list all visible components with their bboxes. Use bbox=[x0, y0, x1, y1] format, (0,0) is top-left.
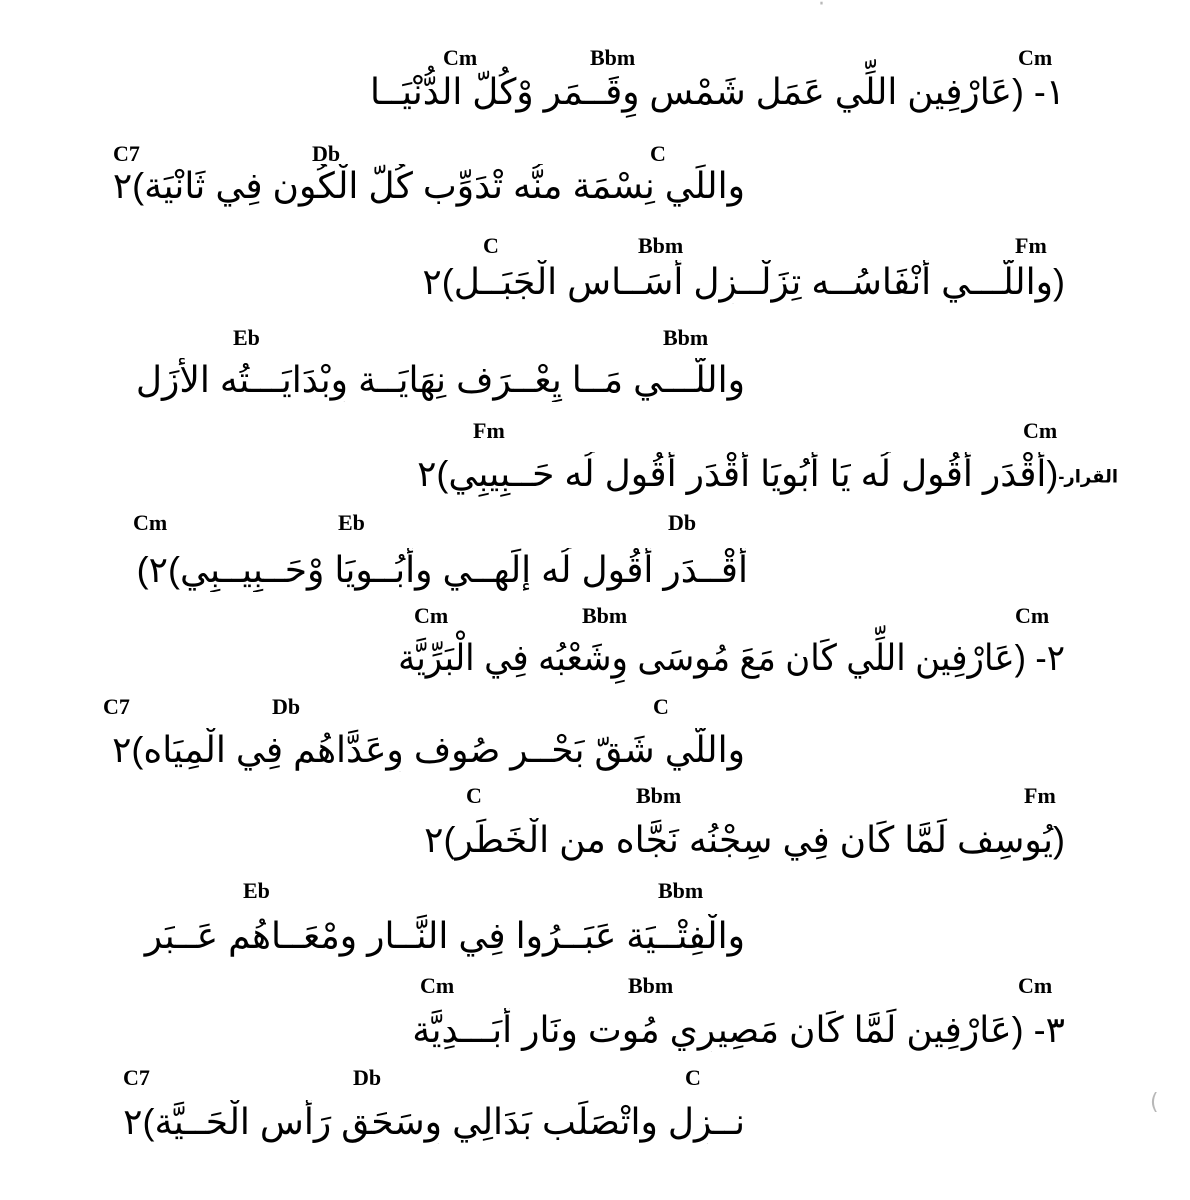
chord: Bbm bbox=[590, 45, 636, 70]
lyric-line: نــزِل واتْصَلَب بَدَالِي وِسَحَق رَأس الْحَــيَّة)٢ bbox=[123, 1101, 745, 1142]
chord: C7 bbox=[113, 141, 140, 166]
chord: Bbm bbox=[658, 878, 704, 903]
chord: Cm bbox=[414, 603, 449, 628]
lyric-line: واللِّي نِسْمَة منُّه تْدَوِّب كُلّ الْكُون فِي ثَانْيَة)٢ bbox=[112, 165, 745, 206]
chord: Fm bbox=[473, 418, 505, 443]
lyric-line: والْفِتْــيَة عَبَــرُوا فِي النَّــار ومْعَــاهُم عَــبَر bbox=[144, 915, 745, 956]
chord: C bbox=[685, 1065, 701, 1090]
chord: Db bbox=[353, 1065, 382, 1090]
chord: C7 bbox=[103, 694, 130, 719]
chord: C bbox=[483, 233, 499, 258]
lyric-line: (يُوسِف لَمَّا كَان فِي سِجْنُه نَجَّاه من الْخَطَر)٢ bbox=[424, 819, 1065, 860]
chord: Cm bbox=[443, 45, 478, 70]
chord: Cm bbox=[1015, 603, 1050, 628]
chord: Cm bbox=[1018, 45, 1053, 70]
chord: Cm bbox=[420, 973, 455, 998]
lyric-line: ١- (عَارْفِين اللِّي عَمَل شَمْس وِقَــمَر وْكُلّ الدُّنْيَــا bbox=[370, 71, 1065, 112]
lyric-line bbox=[398, 452, 1118, 498]
chord: Db bbox=[312, 141, 341, 166]
chord: Fm bbox=[1024, 783, 1056, 808]
edge-bracket-mark: ( bbox=[1150, 1090, 1159, 1115]
chord: Eb bbox=[338, 510, 365, 535]
chord: Eb bbox=[233, 325, 260, 350]
chord: C bbox=[653, 694, 669, 719]
chord: C bbox=[466, 783, 482, 808]
lyric-line: أَقْــدَر أَقُول لُه إلَهِــي وأَبُــويَا وْحَــبِيــبِي)٢) bbox=[136, 549, 748, 590]
lyric-line: واللّي شَقّ بَحْــر صُوف وِعَدَّاهُم فِي الْمِيَاه)٢ bbox=[112, 729, 745, 770]
chord: Fm bbox=[1015, 233, 1047, 258]
chord: C7 bbox=[123, 1065, 150, 1090]
chord: Db bbox=[272, 694, 301, 719]
chord: Eb bbox=[243, 878, 270, 903]
lyric-line: (واللّـــي أَنْفَاسُــه تِزَلْــزِل أَسَــاس الْجَبَــل)٢ bbox=[422, 261, 1065, 302]
chord: Bbm bbox=[582, 603, 628, 628]
lyric-line: ٣- (عَارْفِين لَمَّا كَان مَصِيرِي مُوت ونَار أَبَـــدِيَّة bbox=[412, 1009, 1065, 1050]
lyric-line: واللّـــي مَــا يِعْــرَف نِهَايَــة وِبْدَايَـــتُه الأزَل bbox=[135, 359, 745, 400]
chord: Cm bbox=[133, 510, 168, 535]
chord: Bbm bbox=[638, 233, 684, 258]
chord: Cm bbox=[1018, 973, 1053, 998]
chord: Bbm bbox=[636, 783, 682, 808]
chord: Cm bbox=[1023, 418, 1058, 443]
chord: C bbox=[650, 141, 666, 166]
refrain-label: القرار- bbox=[1058, 466, 1118, 487]
chord: Bbm bbox=[663, 325, 709, 350]
corner-mark: · bbox=[818, 0, 825, 17]
chord: Db bbox=[668, 510, 697, 535]
refrain-text: (أقْدَر أَقُول لُه يَا أَبُويَا أَقْدَر أَقُول لُه حَــبِيبِي)٢ bbox=[417, 453, 1059, 494]
lyric-line: ٢- (عَارْفِين اللِّي كَان مَعَ مُوسَى وِشَعْبُه فِي الْبَرِّيَّة bbox=[398, 637, 1065, 678]
chord: Bbm bbox=[628, 973, 674, 998]
